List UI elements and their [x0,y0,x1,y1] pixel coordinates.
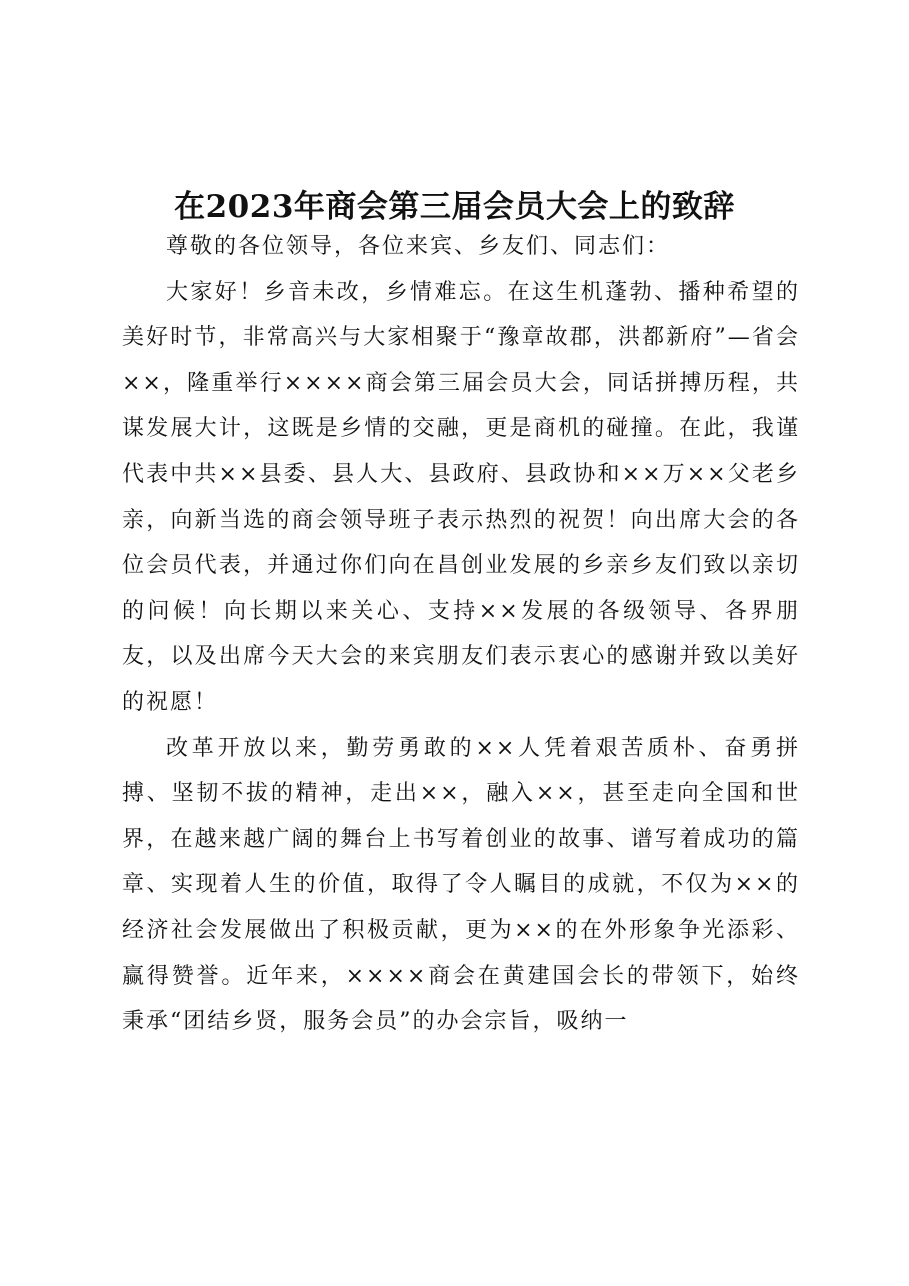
document-body [122,224,800,1045]
reform-paragraph: 改革开放以来，勤劳勇敢的××人凭着艰苦质朴、奋勇拼搏、坚韧不拔的精神，走出××，融入××，甚至走向全国和世界，在越来越广阔的舞台上书写着创业的故事、谱写着成功的篇章、实现着人生的价值，取得了令人瞩目的成就，不仅为××的经济社会发展做出了积极贡献，更为××的在外形象争光添彩、赢得赞誉。近年来，××××商会在黄建国会长的带领下，始终秉承“团结乡贤，服务会员”的办会宗旨，吸纳一 [122,735,800,1035]
document-title: 在2023年商会第三届会员大会上的致辞 [174,188,735,225]
opening-paragraph: 大家好！乡音未改，乡情难忘。在这生机蓬勃、播种希望的美好时节，非常高兴与大家相聚于“豫章故郡，洪都新府”—省会××，隆重举行××××商会第三届会员大会，同话拼搏历程，共谋发展大计，这既是乡情的交融，更是商机的碰撞。在此，我谨代表中共××县委、县人大、县政府、县政协和××万××父老乡亲，向新当选的商会领导班子表示热烈的祝贺！向出席大会的各位会员代表，并通过你们向在昌创业发展的乡亲乡友们致以亲切的问候！向长期以来关心、支持××发展的各级领导、各界朋友，以及出席今天大会的来宾朋友们表示衷心的感谢并致以美好的祝愿！ [122,279,800,715]
greeting-paragraph: 尊敬的各位领导，各位来宾、乡友们、同志们： [166,234,671,259]
